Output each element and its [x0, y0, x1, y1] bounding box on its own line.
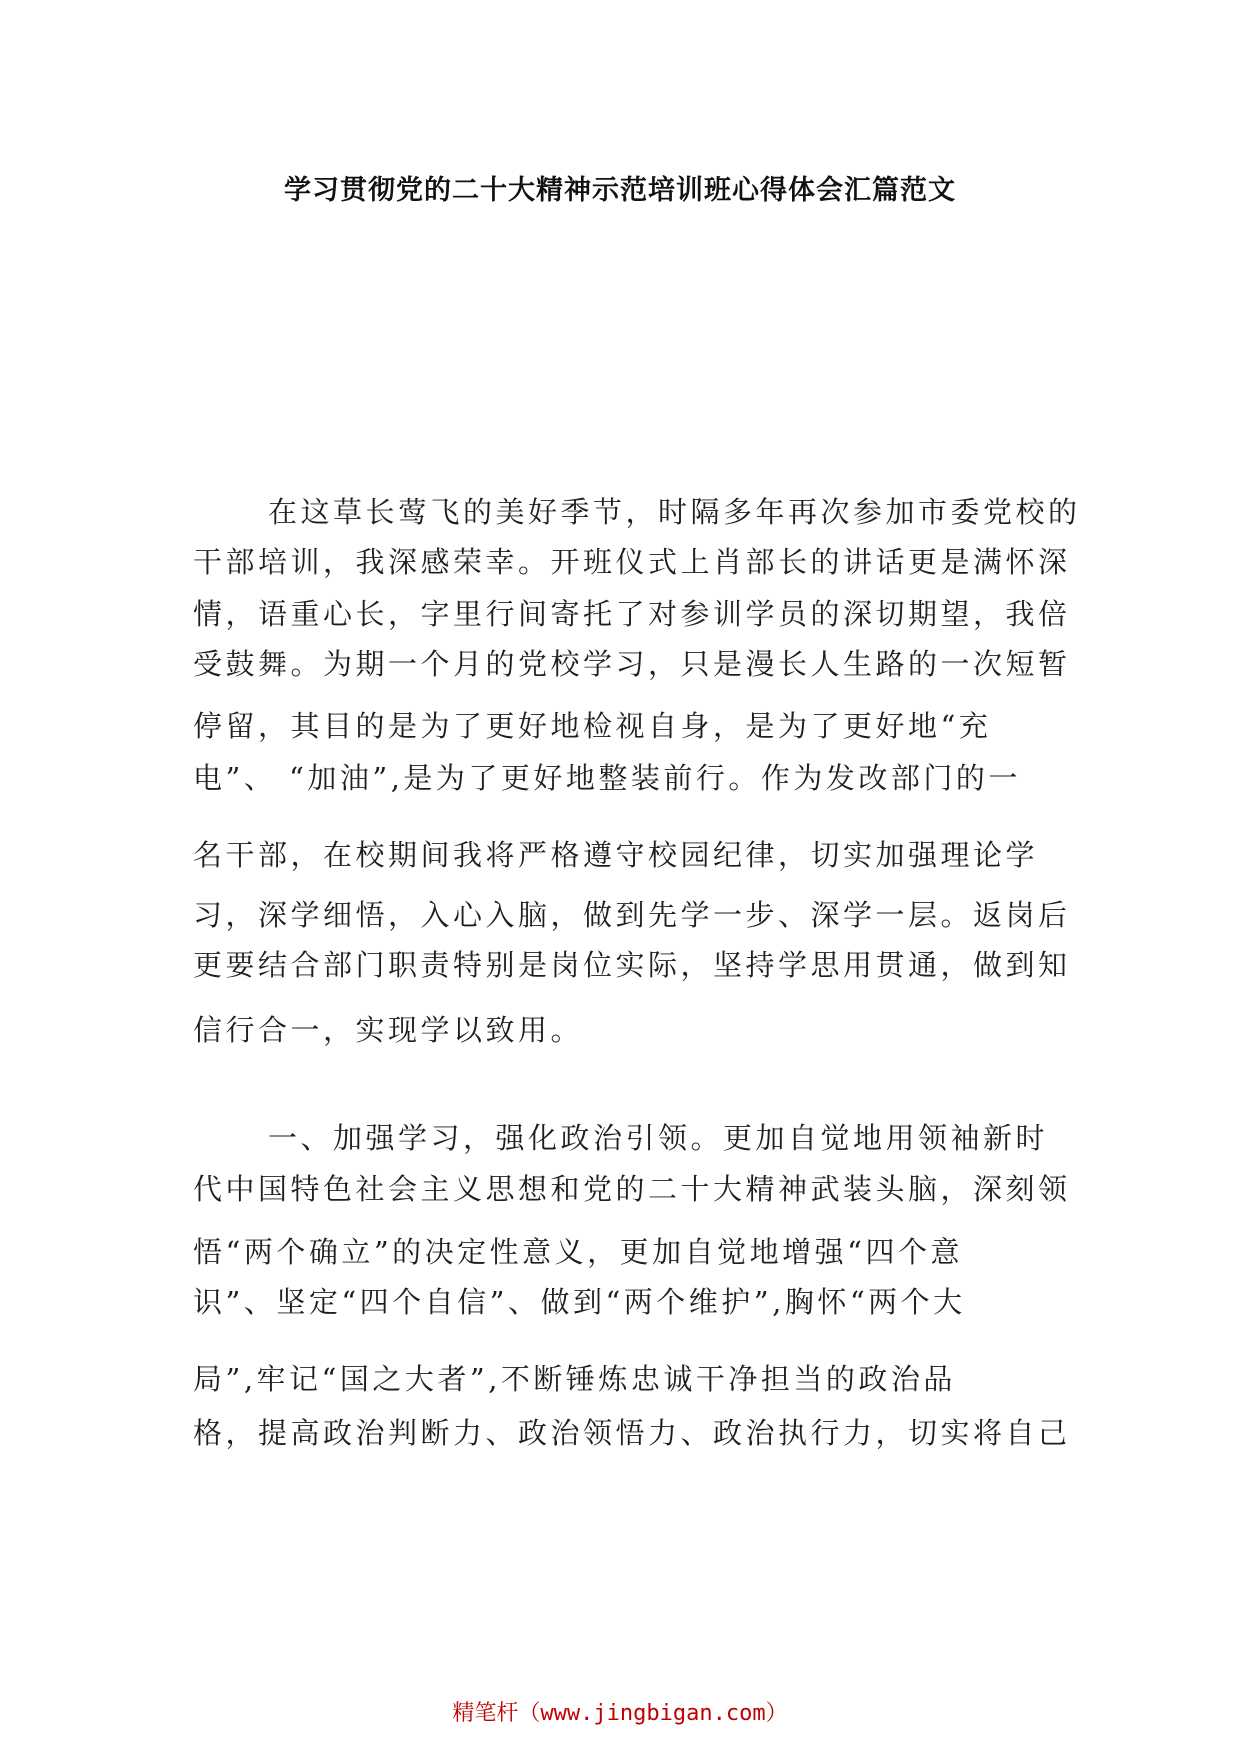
paragraph-line: 格，提高政治判断力、政治领悟力、政治执行力，切实将自己	[193, 1416, 1071, 1450]
paragraph-line: 更要结合部门职责特别是岗位实际，坚持学思用贯通，做到知	[193, 948, 1071, 982]
paragraph-line: 一、加强学习，强化政治引领。更加自觉地用领袖新时	[268, 1121, 1049, 1155]
paragraph-line: 情，语重心长，字里行间寄托了对参训学员的深切期望，我倍	[193, 597, 1071, 631]
paragraph-line: 名干部，在校期间我将严格遵守校园纪律，切实加强理论学	[193, 838, 1039, 872]
paragraph-line: 信行合一，实现学以致用。	[193, 1013, 584, 1047]
paragraph-line: 代中国特色社会主义思想和党的二十大精神武装头脑，深刻领	[193, 1172, 1071, 1206]
document-title: 学习贯彻党的二十大精神示范培训班心得体会汇篇范文	[284, 175, 956, 206]
paragraph-line: 局”,牢记“国之大者”,不断锤炼忠诚干净担当的政治品	[193, 1362, 956, 1396]
paragraph-line: 受鼓舞。为期一个月的党校学习，只是漫长人生路的一次短暂	[193, 647, 1071, 681]
paragraph-line: 悟“两个确立”的决定性意义，更加自觉地增强“四个意	[193, 1235, 963, 1269]
paragraph-line: 习，深学细悟，入心入脑，做到先学一步、深学一层。返岗后	[193, 898, 1071, 932]
paragraph-line: 电”、 “加油”,是为了更好地整装前行。作为发改部门的一	[193, 761, 1021, 795]
paragraph-line: 在这草长莺飞的美好季节，时隔多年再次参加市委党校的	[268, 495, 1081, 529]
paragraph-line: 识”、坚定“四个自信”、做到“两个维护”,胸怀“两个大	[193, 1285, 966, 1319]
paragraph-line: 停留，其目的是为了更好地检视自身，是为了更好地“充	[193, 709, 992, 743]
paragraph-line: 干部培训，我深感荣幸。开班仪式上肖部长的讲话更是满怀深	[193, 545, 1071, 579]
footer-watermark-link[interactable]: 精笔杆（www.jingbigan.com）	[452, 1701, 788, 1726]
